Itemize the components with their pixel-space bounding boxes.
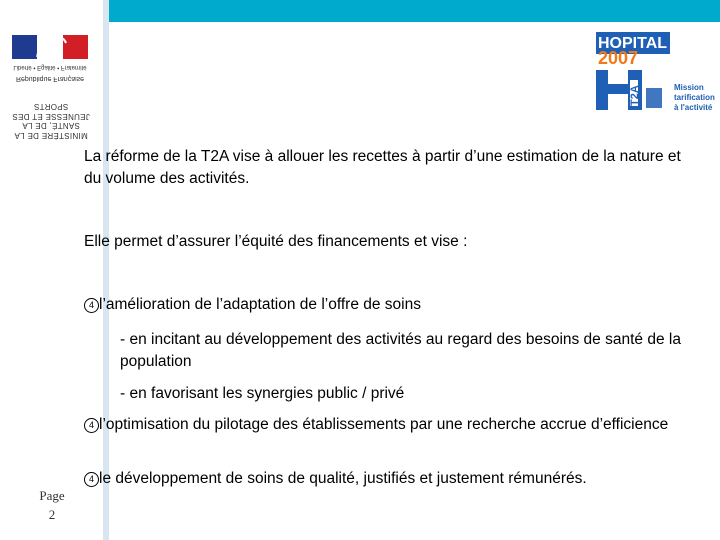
marianne-icon [18,33,78,59]
circled-4-icon: 4 [84,298,99,313]
t2a-badge: T2A [629,85,641,106]
circled-4-icon: 4 [84,472,99,487]
ministry-text: MINISTÈRE DE LA SANTÉ, DE LA JEUNESSE ET DES SPORTS [12,102,90,140]
republique-francaise-logo [8,33,92,83]
intro-paragraph: La réforme de la T2A vise à allouer les recettes à partir d’une estimation de la nature et du volume des activités. [84,148,681,187]
motto-text: Liberté • Égalité • Fraternité [13,64,87,70]
bullet-text: l’optimisation du pilotage des établissements par une recherche accrue d’efficience [99,416,669,433]
left-sidebar [0,0,103,540]
bullet-item-2 [84,414,684,436]
hopital-text: HOPITAL [598,35,668,52]
republic-text: République Française [15,75,85,82]
bullet-text: le développement de soins de qualité, justifiés et justement rémunérés. [99,470,587,487]
header-band [109,0,720,22]
circled-4-icon: 4 [84,418,99,433]
caption-line-3: à l'activité [674,103,713,112]
caption-line-1: Mission [674,83,704,92]
sub-item-1: - en incitant au développement des activités au regard des besoins de santé de la population [120,331,681,370]
sub-item-2: - en favorisant les synergies public / privé [120,385,405,402]
bullet-item-1 [84,294,684,316]
page-label-text: Page [39,488,65,503]
hopital-2007-logo [592,30,720,114]
bullet-text: l’amélioration de l’adaptation de l’offre de soins [99,296,421,313]
year-text: 2007 [598,48,639,68]
aim-paragraph: Elle permet d’assurer l’équité des financements et vise : [84,233,468,250]
page-number: 2 [48,507,56,522]
caption-line-2: tarification [674,93,715,102]
page-indicator [24,486,80,524]
bullet-item-3 [84,468,684,490]
